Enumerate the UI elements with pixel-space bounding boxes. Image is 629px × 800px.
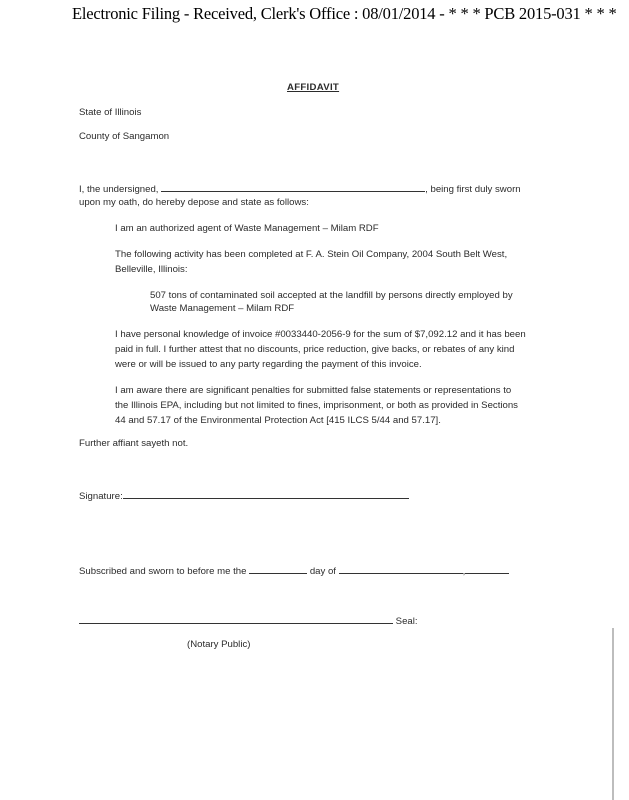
further-affiant: Further affiant sayeth not. [79, 438, 189, 449]
paragraph-invoice-line-3: were or will be issued to any party regarding the payment of this invoice. [115, 359, 422, 370]
intro-line-2: upon my oath, do hereby depose and state as follows: [79, 197, 309, 208]
comma: , [462, 566, 466, 577]
paragraph-soil-line-2: Waste Management – Milam RDF [150, 303, 295, 314]
county-line: County of Sangamon [79, 131, 170, 142]
scan-edge-line [612, 628, 614, 800]
paragraph-penalties-line-2: the Illinois EPA, including but not limited to fines, imprisonment, or both as provided in Sections [115, 400, 518, 411]
notary-row [79, 613, 418, 629]
signature-label: Signature: [79, 491, 123, 502]
signature-row [79, 488, 409, 504]
paragraph-activity-line-1: The following activity has been completed at F. A. Stein Oil Company, 2004 South Belt West, [115, 249, 508, 260]
paragraph-agent: I am an authorized agent of Waste Management – Milam RDF [115, 223, 379, 234]
name-blank[interactable] [161, 181, 425, 192]
document-title: AFFIDAVIT [287, 82, 340, 93]
subscribed-row [79, 563, 509, 579]
paragraph-soil-line-1: 507 tons of contaminated soil accepted at the landfill by persons directly employed by [150, 290, 513, 301]
month-blank[interactable] [339, 563, 463, 574]
paragraph-penalties-line-1: I am aware there are significant penalties for submitted false statements or representations to [115, 385, 512, 396]
paragraph-invoice-line-2: paid in full. I further attest that no discounts, price reduction, give backs, or rebates of any kind [115, 344, 515, 355]
intro-line-1 [79, 181, 521, 197]
intro-end: , being first duly sworn [425, 184, 521, 195]
notary-public-label: (Notary Public) [187, 639, 251, 650]
day-of-text: day of [309, 566, 336, 577]
day-blank[interactable] [249, 563, 307, 574]
paragraph-penalties-line-3: 44 and 57.17 of the Environmental Protection Act [415 ILCS 5/44 and 57.17]. [115, 415, 441, 426]
filing-header: Electronic Filing - Received, Clerk's Office : 08/01/2014 - * * * PCB 2015-031 * * * [72, 4, 617, 23]
paragraph-invoice-line-1: I have personal knowledge of invoice #0033440-2056-9 for the sum of $7,092.12 and it has been [115, 329, 526, 340]
state-line: State of Illinois [79, 107, 142, 118]
signature-line[interactable] [123, 488, 409, 499]
intro-start: I, the undersigned, [79, 184, 159, 195]
notary-signature-line[interactable] [79, 613, 393, 624]
seal-label: Seal: [395, 616, 418, 627]
subscribed-text: Subscribed and sworn to before me the [79, 566, 247, 577]
paragraph-activity-line-2: Belleville, Illinois: [115, 264, 188, 275]
year-blank[interactable] [465, 563, 509, 574]
